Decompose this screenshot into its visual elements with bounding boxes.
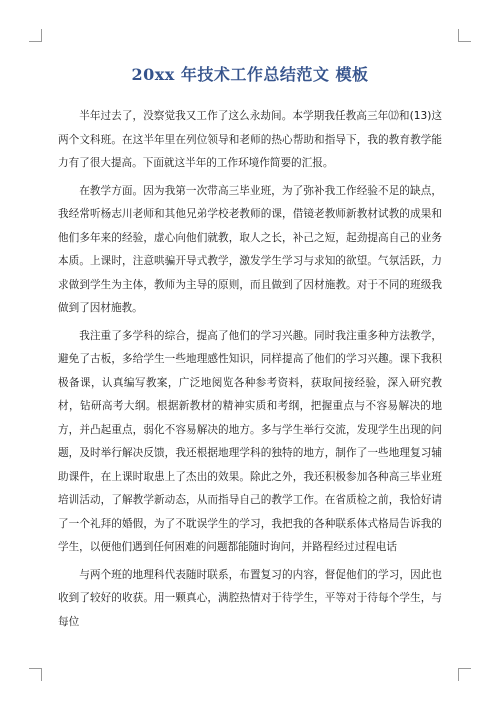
paragraph-teaching: 在教学方面。因为我第一次带高三毕业班，为了弥补我工作经验不足的缺点，我经常听杨志川老师和其他兄弟学校老教师的课，借镜老教师新教材试教的成果和他们多年来的经验，虚心向他们就教，取人之长，补己之短，起劲提高自己的业务本质。上课时，注意哄骗开导式教学，激发学生学习与求知的欲望。气氛活跃，力求做到学生为主体，教师为主导的原则，而且做到了因材施教。对于不同的班级我做到了因材施教。 xyxy=(58,184,442,314)
paragraph-methods: 我注重了多学科的综合，提高了他们的学习兴趣。同时我注重多种方法教学，避免了古板，多给学生一些地理感性知识，同样提高了他们的学习兴趣。课下我积极备课，认真编写教案，广泛地阅览各种参考资料，获取间接经验，深入研究教材，钻研高考大纲。根据新教材的精神实质和考纲，把握重点与不容易解决的地方，并凸起重点，弱化不容易解决的地方。多与学生举行交流，发现学生出现的问题，及时举行解决反馈，我还根据地理学科的独特的地方，制作了一些地理复习辅助课件，在上课时取患上了杰出的效果。除此之外，我还积极参加各种高三毕业班培训活动，了解教学新动态，从而指导自己的教学工作。在省质检之前，我恰好请了一个礼拜的婚假，为了不耽误学生的学习，我把我的各种联系体式格局告诉我的学生，以便他们遇到任何困难的问题都能随时询问，并路程经过过程电话 xyxy=(58,329,442,553)
paragraph-intro: 半年过去了，没察觉我又工作了这么永劫间。本学期我任教高三年⑿和(13)这两个文科班。在这半年里在列位领导和老师的热心帮助和指导下，我的教育教学能力有了很大提高。下面就这半年的工作环境作简要的汇报。 xyxy=(58,110,442,169)
paragraph-students: 与两个班的地理科代表随时联系，布置复习的内容，督促他们的学习，因此也收到了较好的收获。用一颗真心，满腔热情对于待学生，平等对于待每个学生，与每位 xyxy=(58,568,442,628)
document-body xyxy=(58,105,442,638)
crop-mark-top-right xyxy=(458,29,471,42)
crop-mark-bottom-left xyxy=(29,668,42,681)
document-title: 20xx 年技术工作总结范文 模板 xyxy=(131,65,369,84)
crop-mark-top-left xyxy=(29,29,42,42)
crop-mark-bottom-right xyxy=(458,668,471,681)
